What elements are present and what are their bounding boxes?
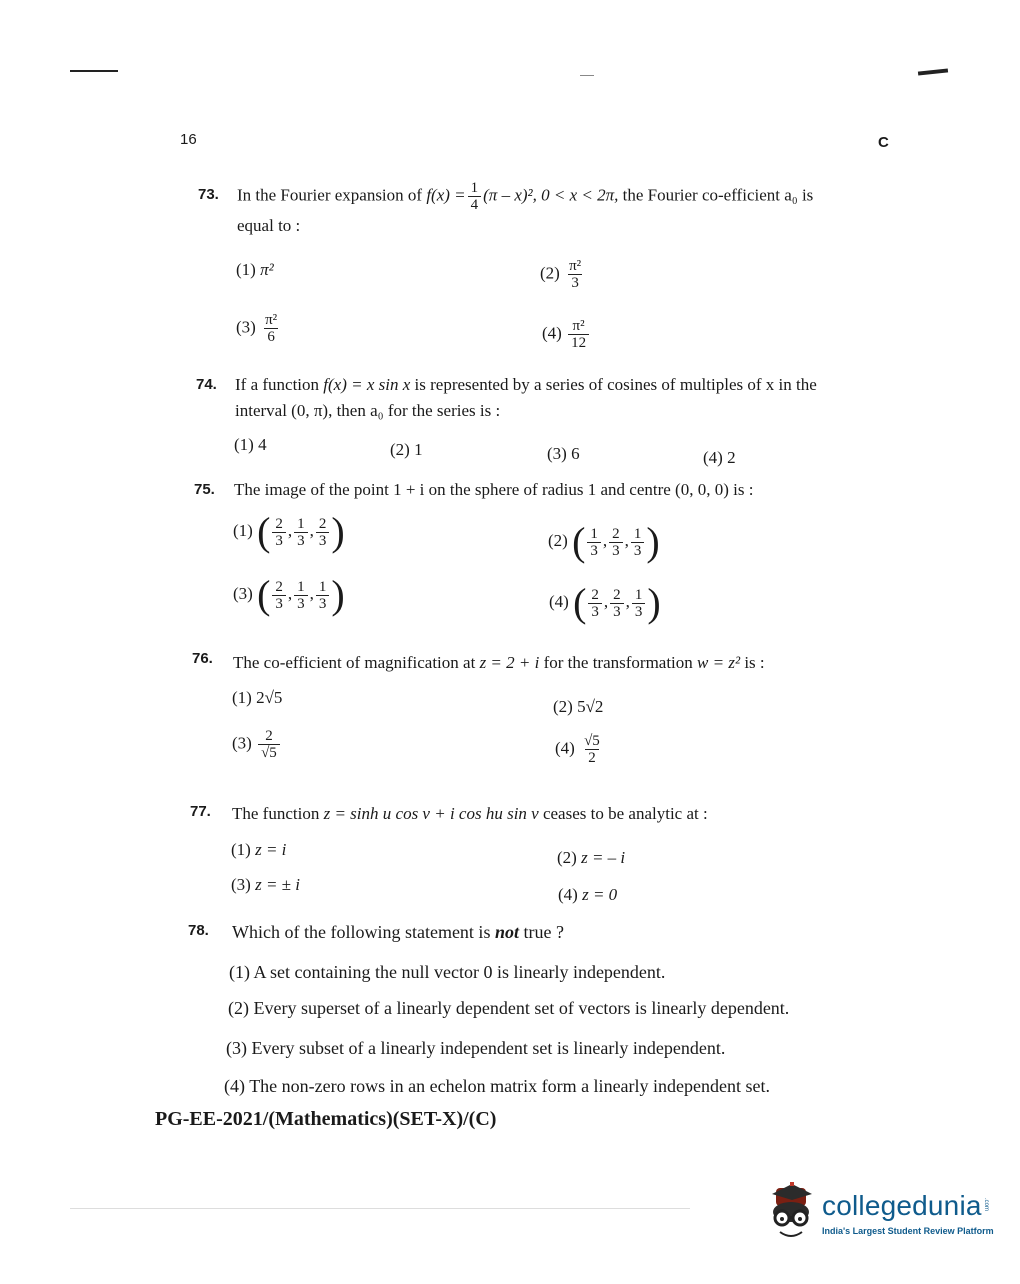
scan-mark-right (918, 68, 948, 75)
paper-code-footer: PG-EE-2021/(Mathematics)(SET-X)/(C) (155, 1108, 497, 1130)
option[interactable]: (3) Every subset of a linearly independent set is linearly independent. (226, 1038, 726, 1058)
option[interactable]: (2) 5√2 (553, 697, 604, 716)
question-73-text: In the Fourier expansion of f(x) = $\frac{1}{4}$ (π – x)², 0 < x < 2π, the Fourier co-efficient a₀ is (237, 180, 814, 213)
option[interactable]: (4) z = 0 (558, 885, 618, 904)
option[interactable]: (1) π² (236, 260, 274, 279)
question-78-text: Which of the following statement is not true ? (232, 922, 564, 942)
scan-line (70, 1208, 690, 1209)
question-number: 73. (198, 186, 219, 203)
option[interactable]: (3) $\frac{\text{π²}}{6}$ (236, 312, 278, 345)
question-number: 76. (192, 650, 213, 667)
question-number: 77. (190, 803, 211, 820)
question-number: 74. (196, 376, 217, 393)
page-number: 16 (180, 131, 197, 148)
brand-domain: .com (983, 1198, 989, 1212)
question-74-text: If a function f(x) = x sin x is represented by a series of cosines of multiples of x in the (235, 375, 817, 394)
option[interactable]: (1) 4 (234, 435, 267, 454)
option[interactable]: (4) The non-zero rows in an echelon matrix form a linearly independent set. (224, 1076, 771, 1096)
question-75-text: The image of the point 1 + i on the sphere of radius 1 and centre (0, 0, 0) is : (234, 480, 754, 499)
option[interactable]: (3) ( $\frac{2}{3}$ , $\frac{1}{3}$ , $\frac{1}{3}$ ) (233, 572, 345, 617)
option[interactable]: (1) A set containing the null vector 0 is linearly independent. (229, 962, 666, 982)
option[interactable]: (4) $\frac{√5}{2}$ (555, 733, 600, 766)
option[interactable]: (2) z = – i (557, 848, 626, 867)
fraction: $\frac{1}{4}$ (468, 180, 482, 213)
option[interactable]: (2) $\frac{\text{π²}}{3}$ (540, 258, 582, 291)
option[interactable]: (1) ( $\frac{2}{3}$ , $\frac{1}{3}$ , $\frac{2}{3}$ ) (233, 509, 345, 554)
scan-mark-middle (580, 75, 594, 76)
option[interactable]: (4) 2 (703, 448, 736, 467)
collegedunia-mascot-icon (762, 1178, 822, 1250)
option[interactable]: (2) 1 (390, 440, 423, 459)
question-77-text: The function z = sinh u cos v + i cos hu sin v ceases to be analytic at : (232, 804, 708, 823)
question-74-text-continued: interval (0, π), then a₀ for the series is : (235, 401, 501, 420)
option[interactable]: (3) z = ± i (231, 875, 300, 894)
question-number: 78. (188, 922, 209, 939)
option[interactable]: (4) $\frac{\text{π²}}{12}$ (542, 318, 591, 351)
option[interactable]: (3) 6 (547, 444, 580, 463)
option[interactable]: (2) ( $\frac{1}{3}$ , $\frac{2}{3}$ , $\frac{1}{3}$ ) (548, 519, 660, 564)
option[interactable]: (2) Every superset of a linearly dependent set of vectors is linearly dependent. (228, 998, 790, 1018)
option[interactable]: (3) $\frac{2}{√5}$ (232, 728, 282, 761)
scan-mark-left (70, 70, 118, 72)
option[interactable]: (1) 2√5 (232, 688, 283, 707)
set-code: C (878, 134, 889, 151)
brand-name: collegedunia (822, 1190, 982, 1221)
question-76-text: The co-efficient of magnification at z = 2 + i for the transformation w = z² is : (233, 653, 765, 672)
question-73-text-continued: equal to : (237, 216, 301, 235)
option[interactable]: (1) z = i (231, 840, 287, 859)
question-number: 75. (194, 481, 215, 498)
option[interactable]: (4) ( $\frac{2}{3}$ , $\frac{2}{3}$ , $\frac{1}{3}$ ) (549, 580, 661, 625)
brand-tagline: India's Largest Student Review Platform (822, 1226, 994, 1236)
